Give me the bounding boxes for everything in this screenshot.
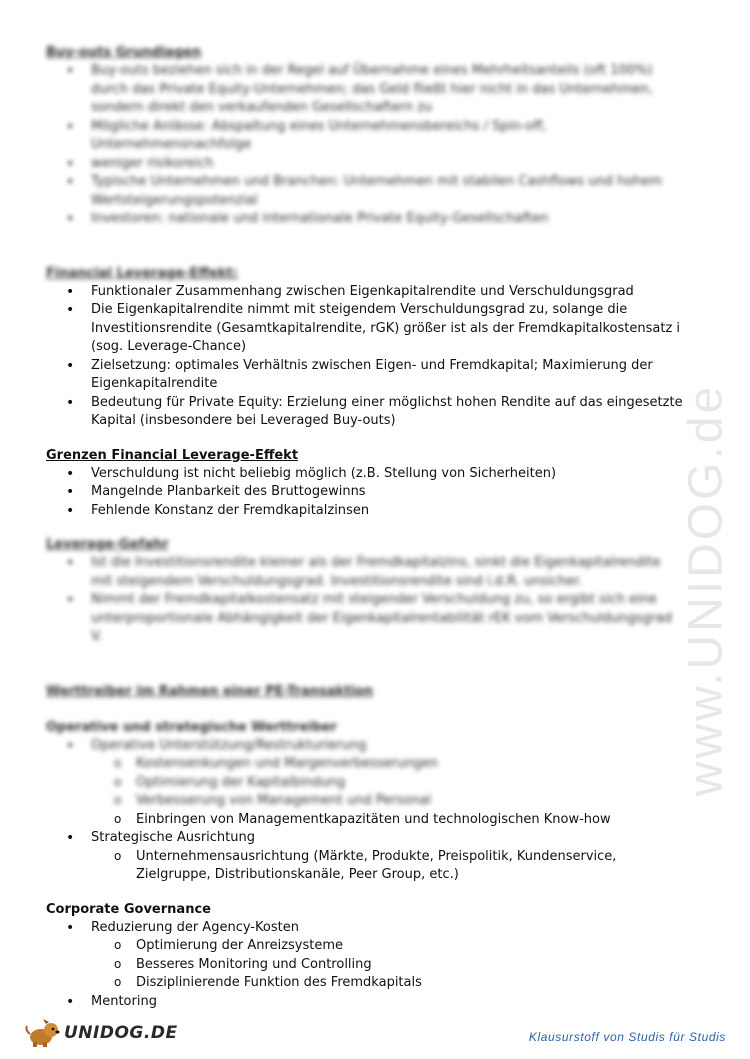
footer-tagline: Klausurstoff von Studis für Studis (528, 1030, 726, 1044)
list-item: • Strategische Ausrichtung (46, 829, 686, 848)
sub-list-item: o Optimierung der Kapitalbindung (46, 774, 686, 793)
sub-list-item: o Unternehmensausrichtung (Märkte, Produkte, Preispolitik, Kundenservice, Zielgruppe, Distributionskanäle, Peer Group, etc.) (46, 848, 686, 885)
list-item: • Operative Unterstützung/Restrukturierung (46, 737, 686, 756)
buyouts-list (46, 62, 686, 229)
section-leverage (46, 265, 686, 431)
sub-list-item: o Einbringen von Managementkapazitäten und technologischen Know-how (46, 811, 686, 830)
value-list (46, 737, 686, 885)
list-item: • Fehlende Konstanz der Fremdkapitalzinsen (46, 502, 686, 521)
section-buyouts (46, 44, 686, 229)
dog-icon (24, 1018, 62, 1048)
section-risk (46, 536, 686, 647)
risk-list (46, 554, 686, 647)
unidog-logo[interactable] (24, 1018, 178, 1048)
list-item: • weniger risikoreich (46, 155, 686, 174)
section-title-leverage: Financial Leverage-Effekt: (46, 265, 238, 281)
list-item: • Die Eigenkapitalrendite nimmt mit steigendem Verschuldungsgrad zu, solange die Investitionsrendite (Gesamtkapitalrendite, rGK) größer ist als der Fremdkapitalkostensatz i (sog. Leverage-Chance) (46, 301, 686, 357)
subsection-title-operative: Operative und strategische Werttreiber (46, 719, 337, 735)
sub-list-item: o Verbesserung von Management und Personal (46, 792, 686, 811)
section-title-governance: Corporate Governance (46, 901, 211, 917)
section-title-value-drivers: Werttreiber im Rahmen einer PE-Transaktion (46, 683, 374, 699)
sub-list-item: o Kostensenkungen und Margenverbesserungen (46, 755, 686, 774)
section-governance (46, 901, 686, 1012)
section-title-limits: Grenzen Financial Leverage-Effekt (46, 447, 299, 463)
list-item: • Reduzierung der Agency-Kosten (46, 919, 686, 938)
list-item: • Bedeutung für Private Equity: Erzielung einer möglichst hohen Rendite auf das eingesetzte Kapital (insbesondere bei Leveraged Buy-outs) (46, 394, 686, 431)
list-item: • Zielsetzung: optimales Verhältnis zwischen Eigen- und Fremdkapital; Maximierung der Eigenkapitalrendite (46, 357, 686, 394)
document-content (46, 44, 686, 1027)
leverage-list (46, 283, 686, 431)
list-item: • Ist die Investitionsrendite kleiner als der Fremdkapitalzins, sinkt die Eigenkapitalrendite mit steigendem Verschuldungsgrad. Investitionsrendite sind i.d.R. unsicher. (46, 554, 686, 591)
sub-list-item: o Optimierung der Anreizsysteme (46, 937, 686, 956)
watermark: www.UNIDOG.de (679, 383, 733, 797)
section-title-buyouts: Buy-outs Grundlagen (46, 45, 202, 60)
list-item: • Verschuldung ist nicht beliebig möglich (z.B. Stellung von Sicherheiten) (46, 465, 686, 484)
sub-list-item: o Disziplinierende Funktion des Fremdkapitals (46, 974, 686, 993)
list-item: • Mentoring (46, 993, 686, 1012)
sub-list-item: o Besseres Monitoring und Controlling (46, 956, 686, 975)
list-item: • Typische Unternehmen und Branchen: Unternehmen mit stabilen Cashflows und hohem Wertsteigerungspotenzial (46, 173, 686, 210)
list-item: • Nimmt der Fremdkapitalkostensatz mit steigender Verschuldung zu, so ergibt sich eine unterproportionale Abhängigkeit der Eigenkapitalrentabilität rEK vom Verschuldungsgrad V. (46, 591, 686, 647)
list-item: • Investoren: nationale und internationale Private Equity-Gesellschaften (46, 210, 686, 229)
list-item: • Mangelnde Planbarkeit des Bruttogewinns (46, 483, 686, 502)
logo-text: UNIDOG.DE (64, 1023, 178, 1043)
governance-list (46, 919, 686, 1012)
section-limits (46, 447, 686, 521)
section-title-risk: Leverage-Gefahr (46, 537, 169, 552)
list-item: • Buy-outs beziehen sich in der Regel auf Übernahme eines Mehrheitsanteils (oft 100%) durch das Private Equity-Unternehmen; das Geld fließt hier nicht in das Unternehmen, sondern direkt den verkaufenden Gesellschaftern zu (46, 62, 686, 118)
limits-list (46, 465, 686, 521)
list-item: • Funktionaler Zusammenhang zwischen Eigenkapitalrendite und Verschuldungsgrad (46, 283, 686, 302)
section-value-drivers (46, 683, 686, 885)
list-item: • Mögliche Anlässe: Abspaltung eines Unternehmensbereichs / Spin-off, Unternehmensnachfolge (46, 118, 686, 155)
